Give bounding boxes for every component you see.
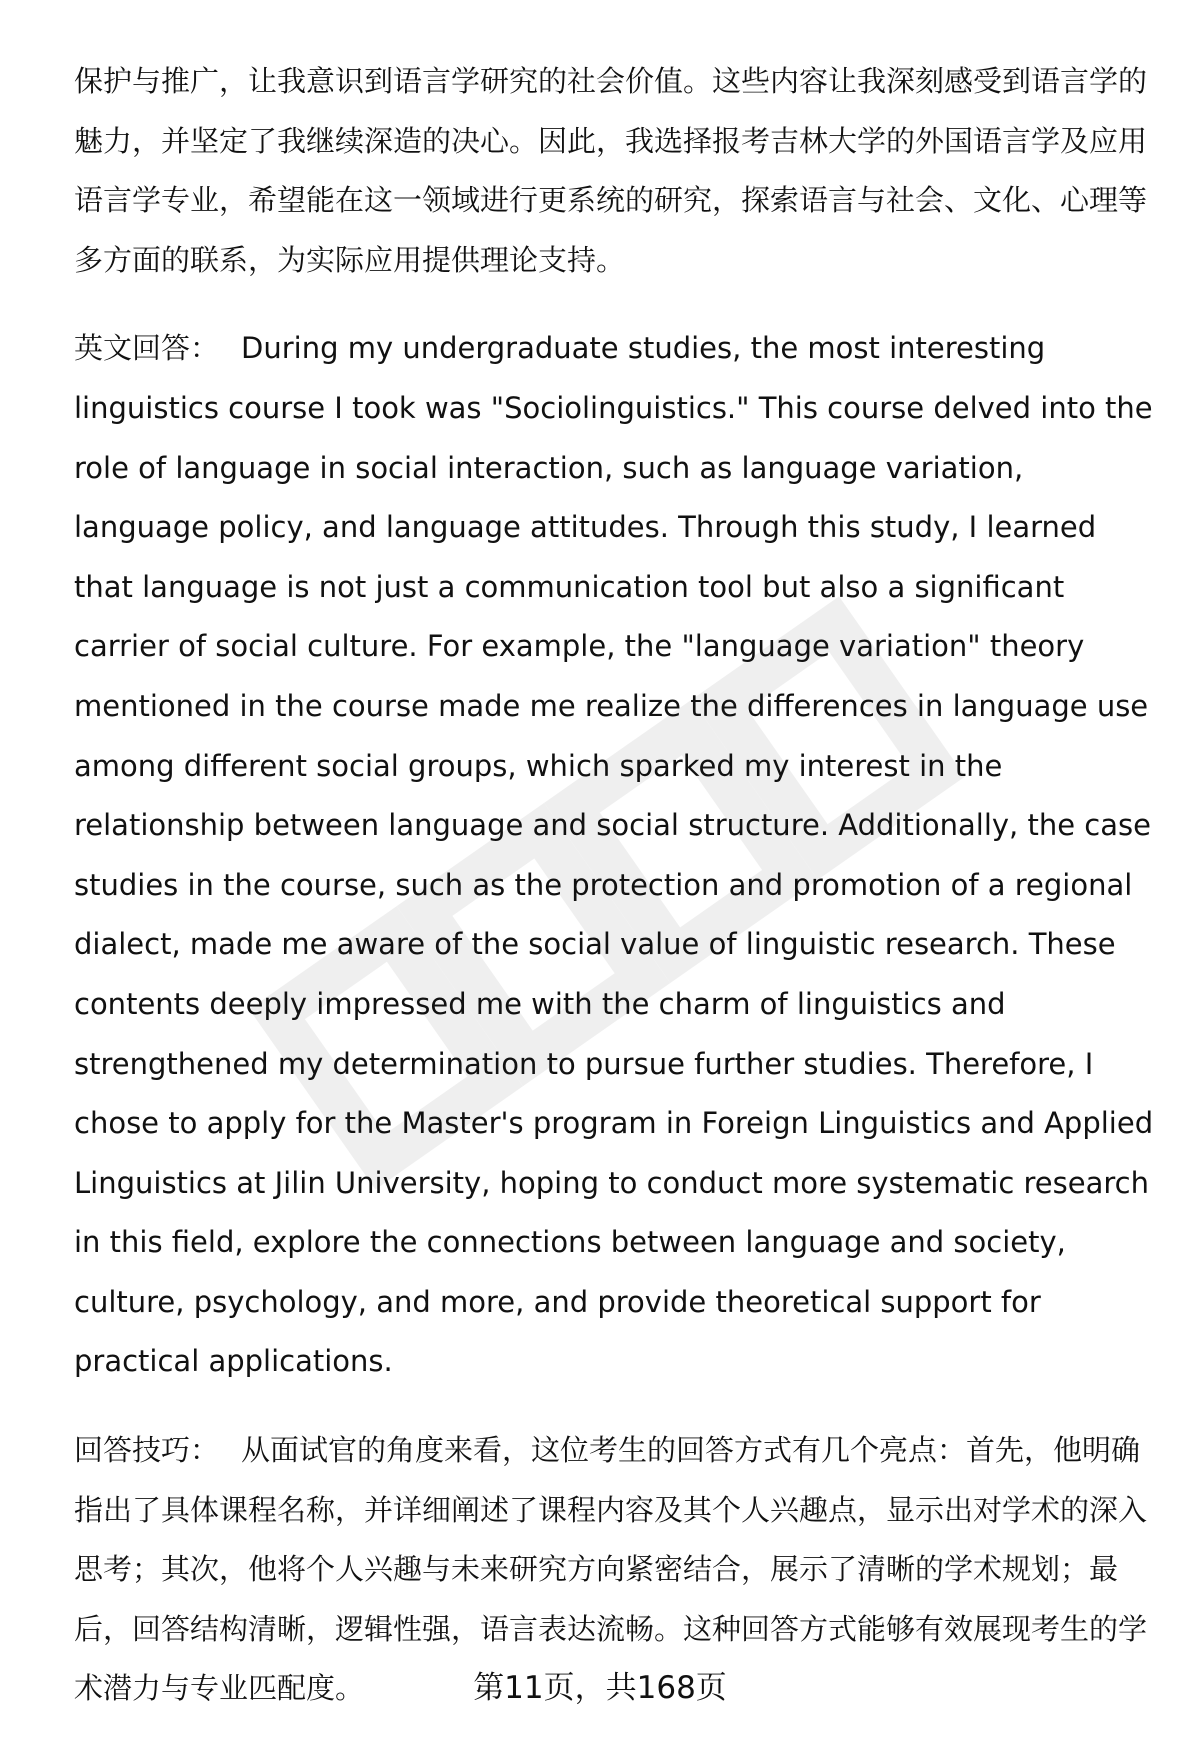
- document-body: [74, 52, 1156, 1748]
- answer-tips-label: 回答技巧：: [74, 1433, 220, 1468]
- paragraph-text: 从面试官的角度来看，这位考生的回答方式有几个亮点：首先，他明确指出了具体课程名称，并详细阐述了课程内容及其个人兴趣点，显示出对学术的深入思考；其次，他将个人兴趣与未来研究方向紧密结合，展示了清晰的学术规划；最后，回答结构清晰，逻辑性强，语言表达流畅。这种回答方式能够有效展现考生的学术潜力与专业匹配度。: [74, 1433, 1148, 1706]
- english-answer-label: 英文回答：: [74, 331, 220, 366]
- paragraph-english-answer: [74, 319, 1156, 1392]
- paragraph-chinese-answer-continued: [74, 52, 1156, 290]
- paragraph-text: During my undergraduate studies, the most interesting linguistics course I took was "Sociolinguistics." This course delved into the role of language in social interaction, such as language variation, language policy, and language attitudes. Through this study, I learned that language is not just a communication tool but also a significant carrier of social culture. For example, the "language variation" theory mentioned in the course made me realize the differences in language use among different social groups, which sparked my interest in the relationship between language and social structure. Additionally, the case studies in the course, such as the protection and promotion of a regional dialect, made me aware of the social value of linguistic research. These contents deeply impressed me with the charm of linguistics and strengthened my determination to pursue further studies. Therefore, I chose to apply for the Master's program in Foreign Linguistics and Applied Linguistics at Jilin University, hoping to conduct more systematic research in this field, explore the connections between language and society, culture, psychology, and more, and provide theoretical support for practical applications.: [74, 331, 1154, 1379]
- paragraph-text: 保护与推广，让我意识到语言学研究的社会价值。这些内容让我深刻感受到语言学的魅力，并坚定了我继续深造的决心。因此，我选择报考吉林大学的外国语言学及应用语言学专业，希望能在这一领域进行更系统的研究，探索语言与社会、文化、心理等多方面的联系，为实际应用提供理论支持。: [74, 64, 1148, 277]
- page-number-footer: 第11页，共168页: [473, 1670, 727, 1706]
